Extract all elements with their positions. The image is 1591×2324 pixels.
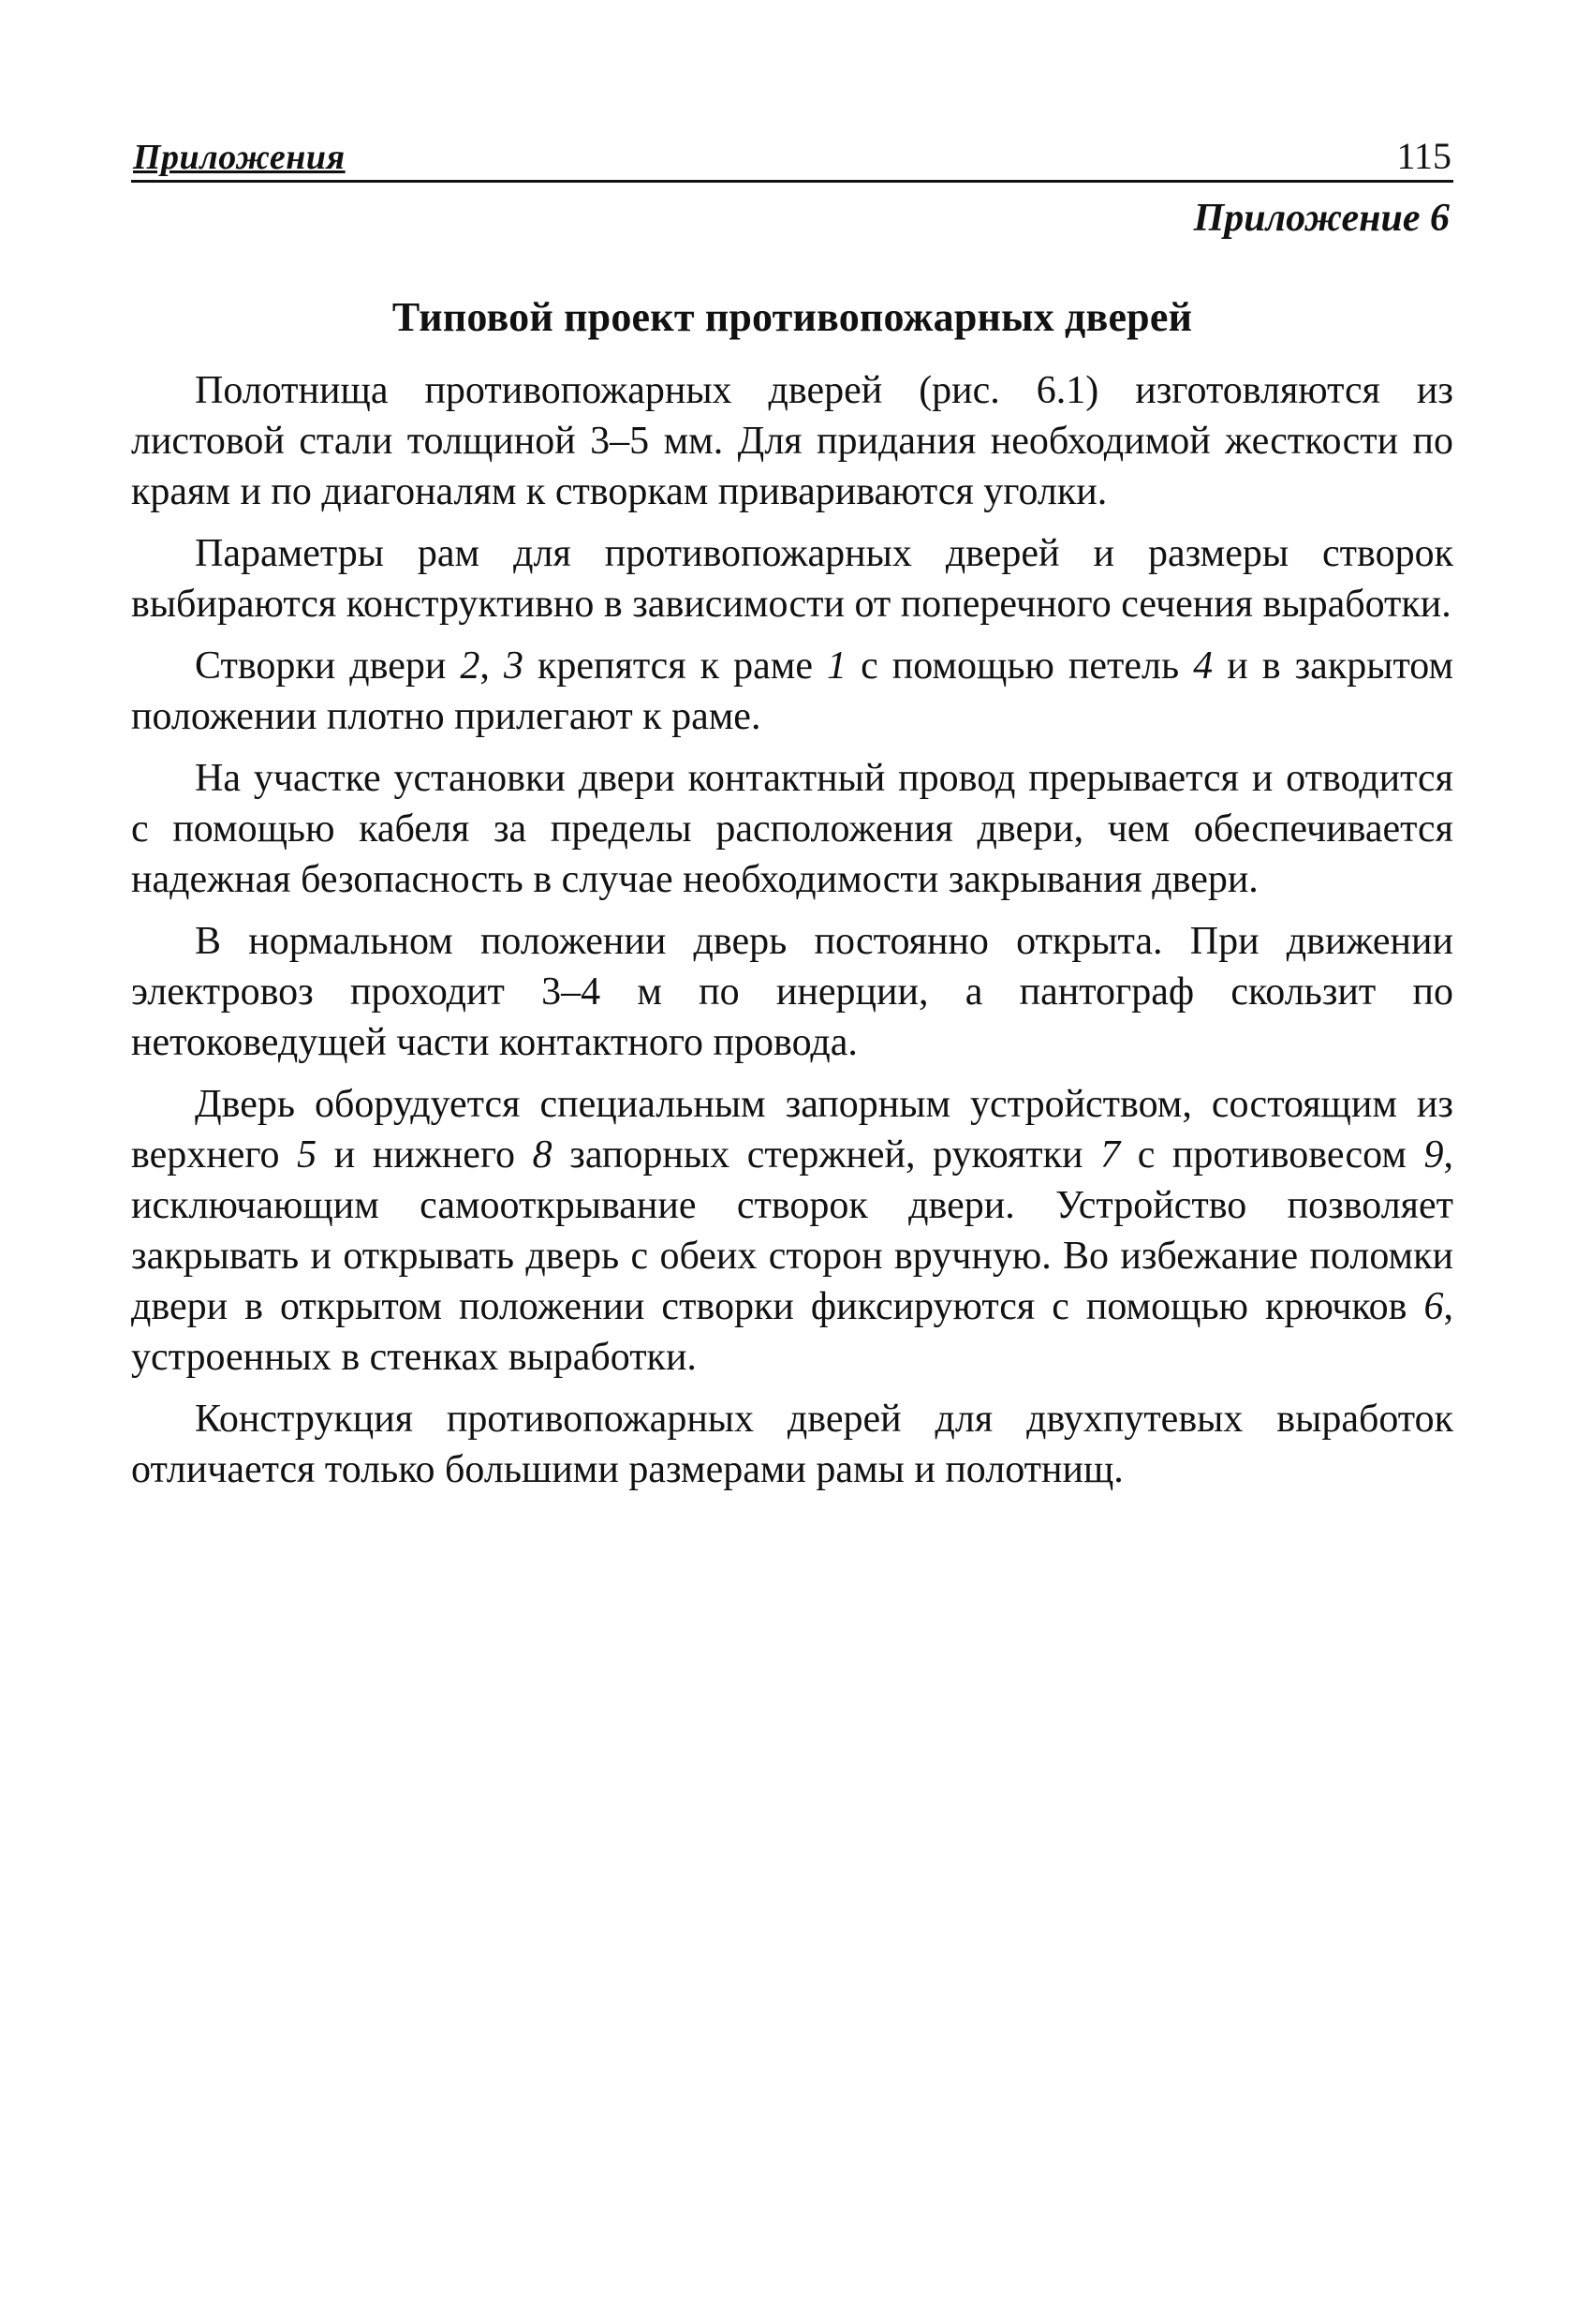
page-number: 115 [1396, 135, 1451, 177]
body-text [131, 365, 1453, 1495]
paragraph [131, 916, 1453, 1068]
document-title: Типовой проект противопожарных дверей [391, 294, 1193, 340]
paragraph-text: Дверь оборудуется специальным запорным устройством, состоящим из верхнего [131, 1083, 1453, 1177]
paragraph [131, 753, 1453, 905]
paragraph-text: , исключающим самооткрывание створок двери. Устройство позволяет закрывать и открывать дверь с обеих сторон вручную. Во избежание поломки двери в открытом положении створки фиксируются с помощью крючков [131, 1133, 1454, 1328]
reference-number: 1 [827, 644, 847, 688]
paragraph [131, 528, 1453, 629]
paragraph-text: На участке установки двери контактный провод прерывается и отводится с помощью кабеля за пределы расположения двери, чем обеспечивается надежная безопасность в случае необходимости закрывания двери. [131, 757, 1453, 901]
paragraph-text: с помощью петель [847, 644, 1194, 688]
section-title: Приложения [133, 138, 346, 177]
paragraph [131, 1394, 1453, 1495]
paragraph-text: крепятся к раме [523, 644, 828, 688]
reference-number: 9 [1423, 1133, 1444, 1177]
paragraph-text: с противовесом [1120, 1133, 1424, 1177]
page [131, 120, 1453, 1506]
reference-number: 3 [503, 644, 523, 688]
paragraph-text: В нормальном положении дверь постоянно открыта. При движении электровоз проходит 3–4 м по инерции, а пантограф скользит по нетоковедущей части контактного провода. [131, 920, 1453, 1064]
reference-number: 7 [1100, 1133, 1121, 1177]
paragraph-text: и в закрытом положении плотно прилегают к раме. [131, 644, 1454, 738]
paragraph [131, 641, 1453, 742]
running-header [131, 120, 1453, 183]
paragraph-text: Конструкция противопожарных дверей для двухпутевых выработок отличается только большими размерами рамы и полотнищ. [131, 1398, 1453, 1491]
paragraph-text: Створки двери [195, 644, 461, 688]
reference-number: 6 [1423, 1285, 1444, 1328]
paragraph-text: и нижнего [317, 1133, 533, 1177]
reference-number: 5 [297, 1133, 317, 1177]
paragraph [131, 1079, 1453, 1383]
reference-number: 8 [532, 1133, 552, 1177]
paragraph-text: , устроенных в стенках выработки. [131, 1285, 1453, 1379]
paragraph [131, 365, 1453, 517]
reference-number: 4 [1193, 644, 1214, 688]
paragraph-text: Параметры рам для противопожарных дверей и размеры створок выбираются конструктивно в зависимости от поперечного сечения выработки. [131, 532, 1453, 626]
paragraph-text: , [479, 644, 504, 688]
reference-number: 2 [460, 644, 480, 688]
paragraph-text: Полотнища противопожарных дверей (рис. 6.1) изготовляются из листовой стали толщиной 3–5 мм. Для придания необходимой жесткости по краям и по диагоналям к створкам привариваются уголки. [131, 369, 1453, 513]
paragraph-text: запорных стержней, рукоятки [552, 1133, 1101, 1177]
appendix-label: Приложение 6 [1193, 197, 1450, 240]
